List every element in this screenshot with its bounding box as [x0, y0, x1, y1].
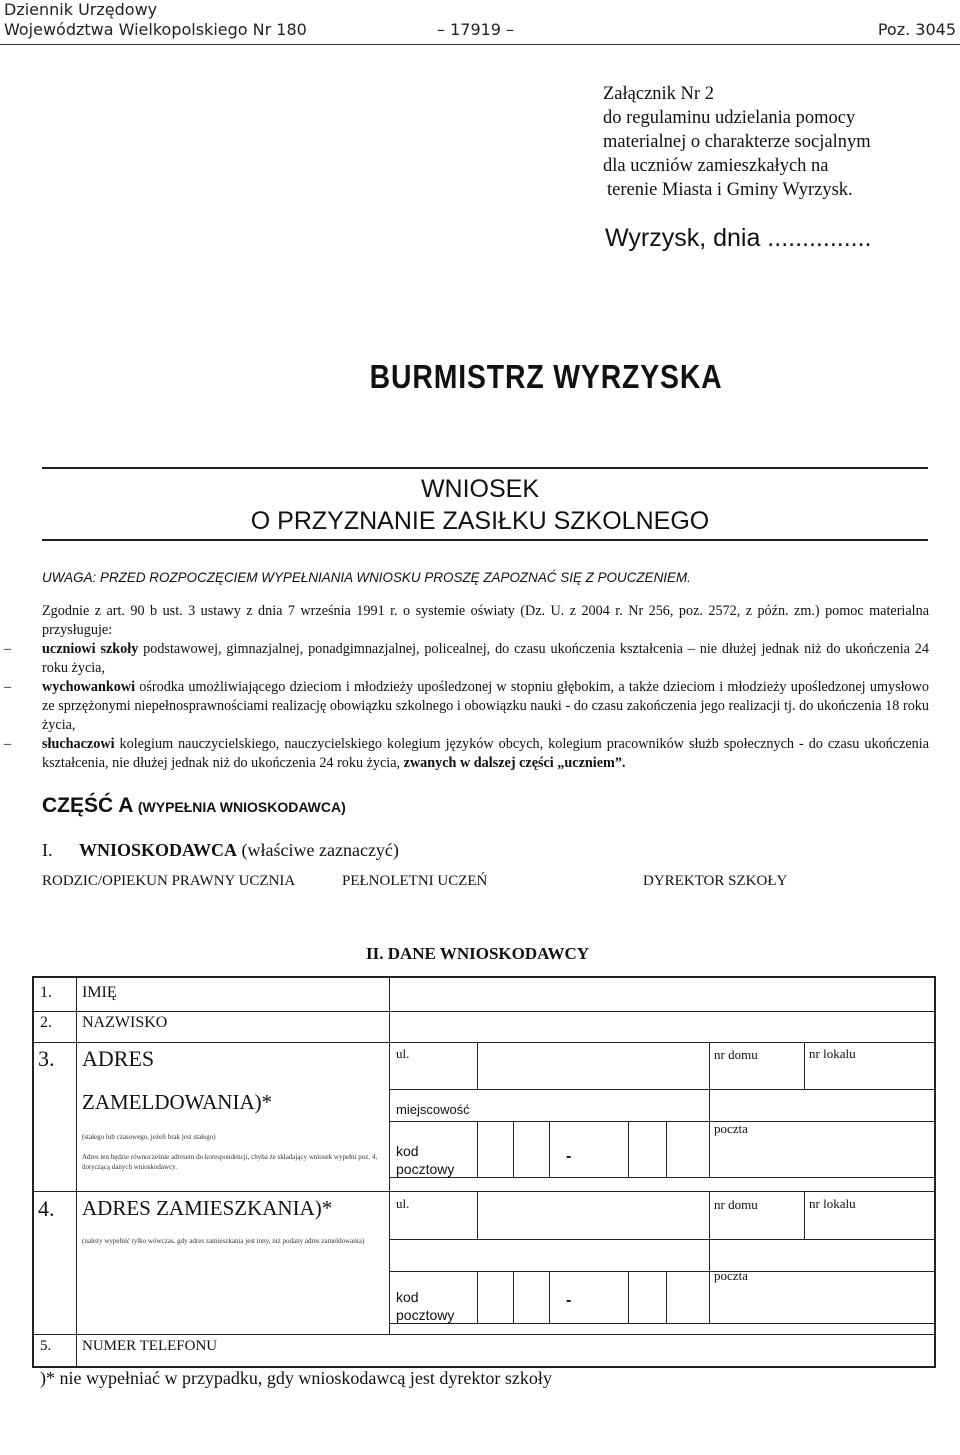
section-applicant-data-title: II. DANE WNIOSKODAWCY: [366, 944, 590, 963]
annex-line: Załącznik Nr 2: [603, 84, 714, 104]
street-label: ul.: [396, 1046, 410, 1061]
annex-line: dla uczniów zamieszkałych na: [603, 156, 829, 176]
legal-intro: Zgodnie z art. 90 b ust. 3 ustawy z dnia 7 września 1991 r. o systemie oświaty (Dz. U. z 2004 r. Nr 256, poz. 2572, z późn. zm.) pomoc materialna przysługuje:: [42, 603, 929, 638]
warning-note: UWAGA: PRZED ROZPOCZĘCIEM WYPEŁNIANIA WNIOSKU PROSZĘ ZAPOZNAĆ SIĘ Z POUCZENIEM.: [42, 569, 691, 585]
city-label: miejscowość: [396, 1102, 470, 1117]
legal-item-text: ośrodka umożliwiającego dzieciom i młodzieży upośledzonej w stopniu głębokim, a także dzieciom i młodzieży upośledzonej umysłowo ze sprzężonymi niepełnosprawnościami realizację obowiązku szkolnego i obowiązku nauki - do czasu zakończenia jego realizacji tj. do ukończenia 18 roku życia,: [42, 679, 929, 733]
form-title-line1: WNIOSEK: [420, 475, 540, 503]
first-name-field[interactable]: [394, 980, 930, 1008]
row-number: 2.: [40, 1014, 52, 1031]
position-number: Poz. 3045: [877, 20, 956, 39]
legal-item: [4, 640, 929, 678]
footnote: )* nie wypełniać w przypadku, gdy wnioskodawcą jest dyrektor szkoły: [40, 1368, 552, 1388]
legal-item-text: kolegium nauczycielskiego, nauczycielskiego kolegium języków obcych, kolegium pracowników służb społecznych - do czasu ukończenia kształcenia, nie dłużej jednak niż do ukończenia 24 roku życia,: [42, 736, 929, 771]
row-number: 5.: [40, 1338, 52, 1354]
form-title-line2: O PRZYZNANIE ZASIŁKU SZKOLNEGO: [250, 507, 710, 535]
house-number-label: nr domu: [714, 1047, 758, 1062]
annex-line: materialnej o charakterze socjalnym: [603, 132, 871, 152]
part-a-subtitle: (WYPEŁNIA WNIOSKODAWCA): [137, 799, 346, 815]
phone-label: NUMER TELEFONU: [82, 1338, 218, 1354]
option-parent[interactable]: RODZIC/OPIEKUN PRAWNY UCZNIA: [42, 873, 296, 889]
section-hint: (właściwe zaznaczyć): [241, 840, 399, 860]
last-name-label: NAZWISKO: [82, 1014, 168, 1031]
street-label: ul.: [396, 1196, 410, 1211]
legal-item-text: podstawowej, gimnazjalnej, ponadgimnazjalnej, policealnej, do czasu ukończenia kształcenia – nie dłużej jednak niż do ukończenia 24 roku życia,: [42, 641, 929, 676]
part-a-heading: [42, 794, 346, 818]
registered-address-label-cont: ZAMELDOWANIA)*: [82, 1090, 273, 1114]
residence-address-note: (należy wypełnić tylko wówczas, gdy adres zamieszkania jest inny, niż podany adres zameldowania): [82, 1237, 365, 1245]
journal-line1: Dziennik Urzędowy: [4, 0, 158, 19]
annex-note: [603, 82, 871, 202]
option-school-director[interactable]: DYREKTOR SZKOŁY: [643, 873, 788, 889]
house-number-label: nr domu: [714, 1197, 758, 1212]
title-rule-top: [42, 467, 928, 469]
postal-code-dash: -: [566, 1148, 572, 1165]
journal-line2: Województwa Wielkopolskiego Nr 180: [4, 20, 307, 39]
flat-number-label: nr lokalu: [809, 1046, 856, 1061]
place-date: Wyrzysk, dnia ...............: [605, 224, 872, 252]
section-title: WNIOSKODAWCA: [79, 840, 238, 860]
page-number: – 17919 –: [437, 20, 515, 39]
legal-item-term: słuchaczowi: [42, 736, 115, 752]
row-number: 4.: [38, 1196, 55, 1221]
last-name-field[interactable]: [394, 1014, 930, 1040]
section-applicant: [42, 840, 399, 861]
post-office-label: poczta: [714, 1121, 748, 1136]
header-divider: [0, 44, 960, 45]
list-dash: –: [4, 679, 12, 695]
applicant-data-table: [32, 976, 936, 1368]
list-dash: –: [4, 736, 12, 752]
journal-title: [4, 0, 307, 40]
flat-number-label: nr lokalu: [809, 1196, 856, 1211]
legal-item-term: wychowankowi: [42, 679, 136, 695]
title-rule-bottom: [42, 539, 928, 541]
postal-code-label: kod pocztowy: [396, 1289, 455, 1323]
legal-item-tail: zwanych w dalszej części „uczniem”.: [403, 755, 626, 771]
legal-item: [4, 678, 929, 735]
postal-code-label: kod pocztowy: [396, 1143, 455, 1177]
legal-item: [4, 735, 929, 773]
post-office-label: poczta: [714, 1268, 748, 1283]
authority-name: BURMISTRZ WYRZYSKA: [369, 358, 723, 395]
first-name-label: IMIĘ: [82, 984, 117, 1001]
legal-basis: [4, 602, 929, 773]
residence-address-label: ADRES ZAMIESZKANIA)*: [82, 1196, 333, 1220]
row-number: 3.: [38, 1046, 55, 1071]
legal-item-term: uczniowi szkoły: [42, 641, 139, 657]
part-a-title: CZĘŚĆ A: [42, 794, 134, 817]
list-dash: –: [4, 641, 12, 657]
annex-line: terenie Miasta i Gminy Wyrzysk.: [607, 180, 853, 200]
postal-code-dash: -: [566, 1292, 572, 1309]
registered-address-note: (stałego lub czasowego, jeżeli brak jest stałego): [82, 1133, 216, 1141]
option-adult-student[interactable]: PEŁNOLETNI UCZEŃ: [342, 873, 488, 889]
annex-line: do regulaminu udzielania pomocy: [603, 108, 856, 128]
registered-address-label: ADRES: [82, 1046, 155, 1071]
row-number: 1.: [40, 984, 52, 1001]
section-number: I.: [42, 840, 53, 860]
registered-address-correspondence-note: Adres ten będzie równocześnie adresem do korespondencji, chyba że składający wniosek wypełni poz. 4, dotyczącą danych wnioskodawcy.: [82, 1153, 378, 1171]
